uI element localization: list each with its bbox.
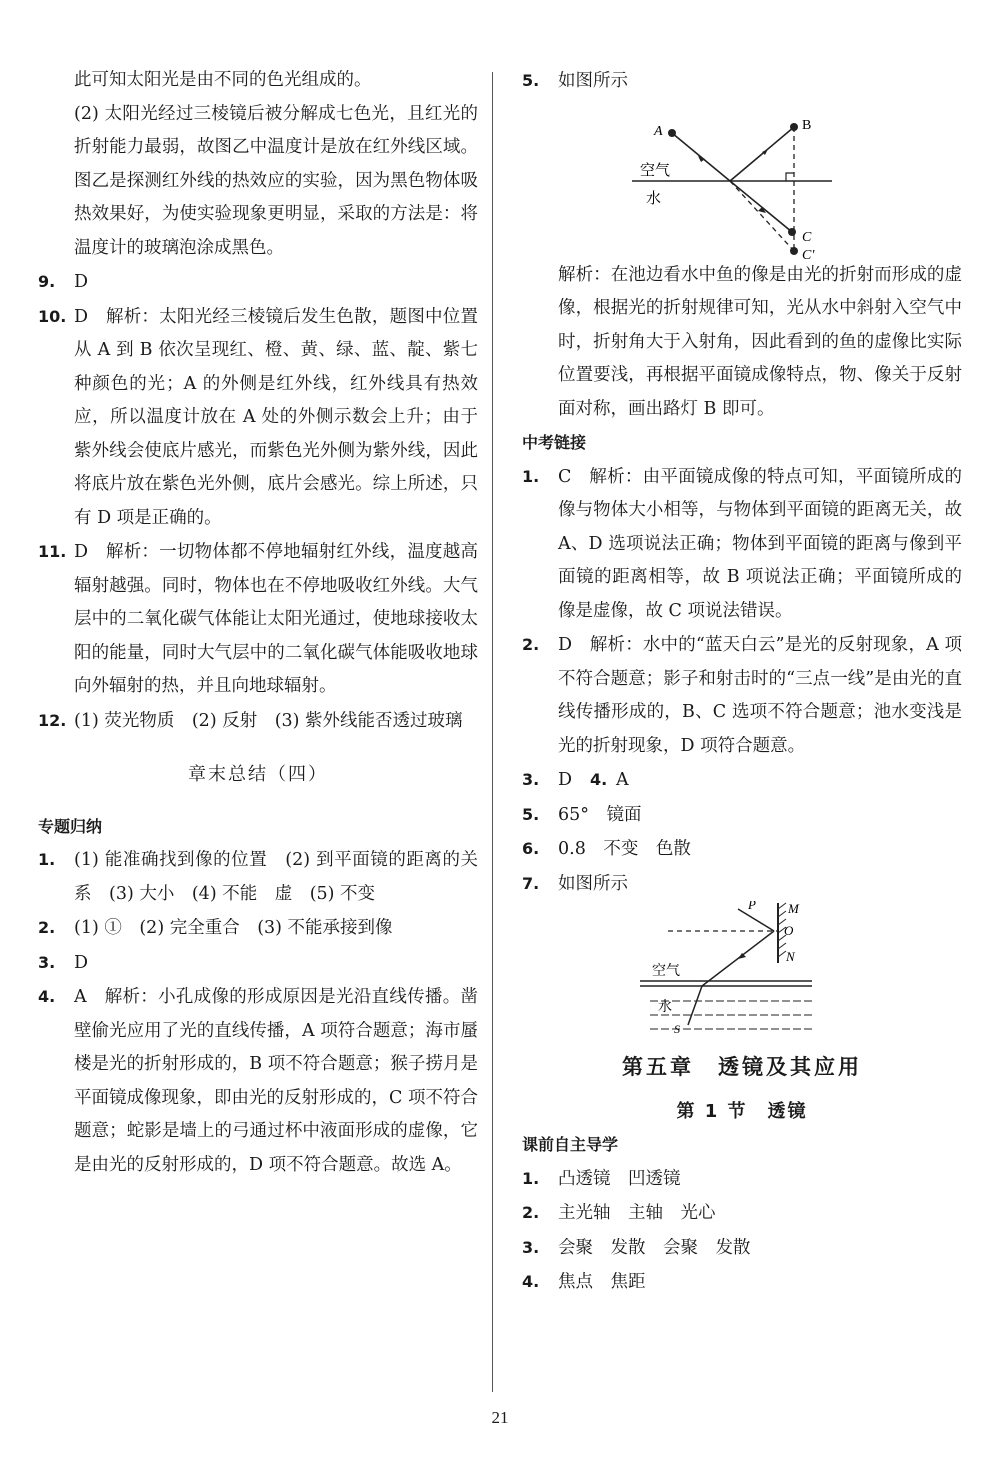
answer-text: (1) ① (2) 完全重合 (3) 不能承接到像: [74, 918, 393, 938]
answer-number: 2.: [522, 635, 540, 654]
label-air: 空气: [652, 963, 680, 979]
reflected-ray: [730, 127, 794, 181]
answer-text: C 解析：由平面镜成像的特点可知，平面镜所成的像与物体大小相等，与物体到平面镜的距离无关，故 A、D 选项说法正确；物体到平面镜的距离与像到平面镜的距离相等，故 B 项说法正确；平面镜所成的像是虚像，故 C 项说法错误。: [558, 466, 962, 621]
topic-answer-3: [38, 946, 478, 981]
answer-text: 凸透镜 凹透镜: [558, 1168, 681, 1189]
answer-number: 2.: [38, 918, 56, 937]
point-b: [790, 123, 798, 131]
answer-text: 65° 镜面: [558, 804, 642, 825]
refraction-diagram: [522, 99, 962, 259]
answer-text: (1) 荧光物质 (2) 反射 (3) 紫外线能否透过玻璃: [74, 710, 463, 731]
chapter-summary-title: 章末总结（四）: [188, 764, 328, 785]
label-c: C: [802, 229, 812, 245]
topic-answer-4: [38, 980, 478, 1182]
answer-number: 11.: [38, 542, 67, 561]
answer-number: 1.: [522, 466, 540, 486]
topic-answer-1: [38, 843, 478, 911]
answer-number: 1.: [38, 850, 56, 869]
label-p: P: [748, 901, 756, 912]
exam-answer-3-4: [522, 763, 962, 798]
answer-number: 6.: [522, 839, 540, 858]
continued-text: 此可知太阳光是由不同的色光组成的。: [74, 70, 372, 90]
label-m: M: [788, 901, 799, 916]
refracted-ray: [672, 133, 730, 181]
section-title: 第 1 节 透镜: [676, 1100, 808, 1122]
label-water: 水: [658, 999, 672, 1015]
pre-answer-3: [522, 1231, 962, 1266]
answer-number: 3.: [522, 1237, 540, 1257]
answer-text: D 解析：水中的“蓝天白云”是光的反射现象，A 项不符合题意；影子和射击时的“三点一线”是由光的直线传播形成的，B、C 选项不符合题意；池水变浅是光的折射现象，D 项符合题意。: [558, 635, 962, 756]
pre-class-heading: 课前自主导学: [522, 1135, 619, 1154]
topic-answer-2: [38, 911, 478, 946]
right-column: [522, 64, 962, 1300]
exam-answer-1: [522, 460, 962, 629]
answer-text: D: [74, 272, 89, 292]
answer-number: 1.: [522, 1168, 540, 1188]
virtual-ray: [730, 181, 794, 251]
answer-text: 会聚 发散 会聚 发散: [558, 1237, 751, 1258]
label-s: S: [674, 1022, 680, 1036]
answer-5-analysis: 解析：在池边看水中鱼的像是由光的折射而形成的虚像，根据光的折射规律可知，光从水中斜射入空气中时，折射角大于入射角，因此看到的鱼的虚像比实际位置要浅，再根据平面镜成像特点，物、像关于反射面对称，画出路灯 B 即可。: [558, 264, 962, 419]
answer-text: A 解析：小孔成像的形成原因是光沿直线传播。凿壁偷光应用了光的直线传播，A 项符合题意；海市蜃楼是光的折射形成的，B 项不符合题意；猴子捞月是平面镜成像现象，即由光的反射形成的，C 项不符合题意；蛇影是墙上的弓通过杯中液面形成的虚像，它是由光的反射形成的，D 项不符合题意。故选 A。: [74, 987, 478, 1175]
answer-text: D: [558, 770, 573, 790]
right-angle-mark: [786, 173, 794, 181]
exam-answer-2: [522, 628, 962, 763]
answer-number: 5.: [522, 71, 540, 90]
answer-5: [522, 64, 962, 99]
answer-number: 4.: [590, 770, 608, 789]
mirror-refraction-diagram: [522, 901, 962, 1039]
exam-answer-5: [522, 798, 962, 833]
point-a: [668, 129, 676, 137]
answer-text: 焦点 焦距: [558, 1272, 646, 1292]
answer-text: 如图所示: [558, 71, 628, 91]
label-n: N: [786, 949, 795, 964]
answer-text: D: [74, 952, 89, 973]
water-ray: [730, 181, 792, 232]
answer-text: D 解析：一切物体都不停地辐射红外线，温度越高辐射越强。同时，物体也在不停地吸收红外线。大气层中的二氧化碳气体能让太阳光通过，使地球接收太阳的能量，同时大气层中的二氧化碳气体能吸收地球向外辐射的热，并且向地球辐射。: [74, 542, 478, 696]
answer-10: [38, 300, 478, 536]
pre-answer-4: [522, 1265, 962, 1300]
pre-answer-1: [522, 1162, 962, 1197]
exam-answer-7: [522, 867, 962, 902]
answer-text: D 解析：太阳光经三棱镜后发生色散，题图中位置从 A 到 B 依次呈现红、橙、黄、绿、蓝、靛、紫七种颜色的光；A 的外侧是红外线，红外线具有热效应，所以温度计放在 A 处的外侧示数会上升；由于紫外线会使底片感光，而紫色光外侧为紫外线，因此将底片放在紫色光外侧，底片会感光。综上所述，只有 D 项是正确的。: [74, 306, 478, 528]
label-c-prime: C′: [802, 247, 815, 259]
label-a: A: [654, 123, 663, 139]
answer-text: 如图所示: [558, 873, 628, 894]
answer-number: 3.: [38, 952, 56, 972]
answer-number: 3.: [522, 770, 540, 789]
answer-number: 4.: [522, 1272, 540, 1291]
answer-number: 5.: [522, 804, 540, 824]
answer-text: 主光轴 主轴 光心: [558, 1203, 716, 1223]
answer-11: [38, 535, 478, 704]
refracted-ray-s: [688, 986, 702, 1025]
answer-number: 10.: [38, 306, 67, 326]
chapter-title: 第五章 透镜及其应用: [622, 1055, 862, 1079]
answer-9: [38, 265, 478, 300]
answer-text: (1) 能准确找到像的位置 (2) 到平面镜的距离的关系 (3) 大小 (4) 不能 虚 (5) 不变: [74, 850, 478, 904]
exam-answer-6: [522, 832, 962, 867]
label-o: O: [784, 923, 794, 938]
incident-ray-p: [738, 909, 774, 931]
left-column: [38, 64, 478, 1182]
answer-number: 7.: [522, 873, 540, 893]
reflected-ray-o: [702, 931, 774, 986]
label-b: B: [802, 117, 812, 133]
exam-link-heading: 中考链接: [522, 433, 587, 452]
label-air: 空气: [640, 160, 671, 179]
answer-text: A: [616, 770, 629, 790]
answer-number: 4.: [38, 987, 56, 1006]
column-divider: [492, 72, 493, 1392]
point-c: [788, 228, 796, 236]
pre-answer-2: [522, 1196, 962, 1231]
answer-number: 9.: [38, 272, 56, 291]
answer-number: 12.: [38, 710, 67, 730]
answer-part-2: (2) 太阳光经过三棱镜后被分解成七色光，且红光的折射能力最弱，故图乙中温度计是放在红外线区域。图乙是探测红外线的热效应的实验，因为黑色物体吸热效果好，为使实验现象更明显，采取的方法是：将温度计的玻璃泡涂成黑色。: [74, 103, 478, 258]
answer-text: 0.8 不变 色散: [558, 839, 691, 859]
topic-heading: 专题归纳: [38, 816, 103, 836]
point-c-prime: [790, 247, 798, 255]
answer-12: [38, 704, 478, 739]
page-number: 21: [491, 1408, 509, 1427]
label-water: 水: [646, 188, 662, 207]
answer-number: 2.: [522, 1203, 540, 1222]
